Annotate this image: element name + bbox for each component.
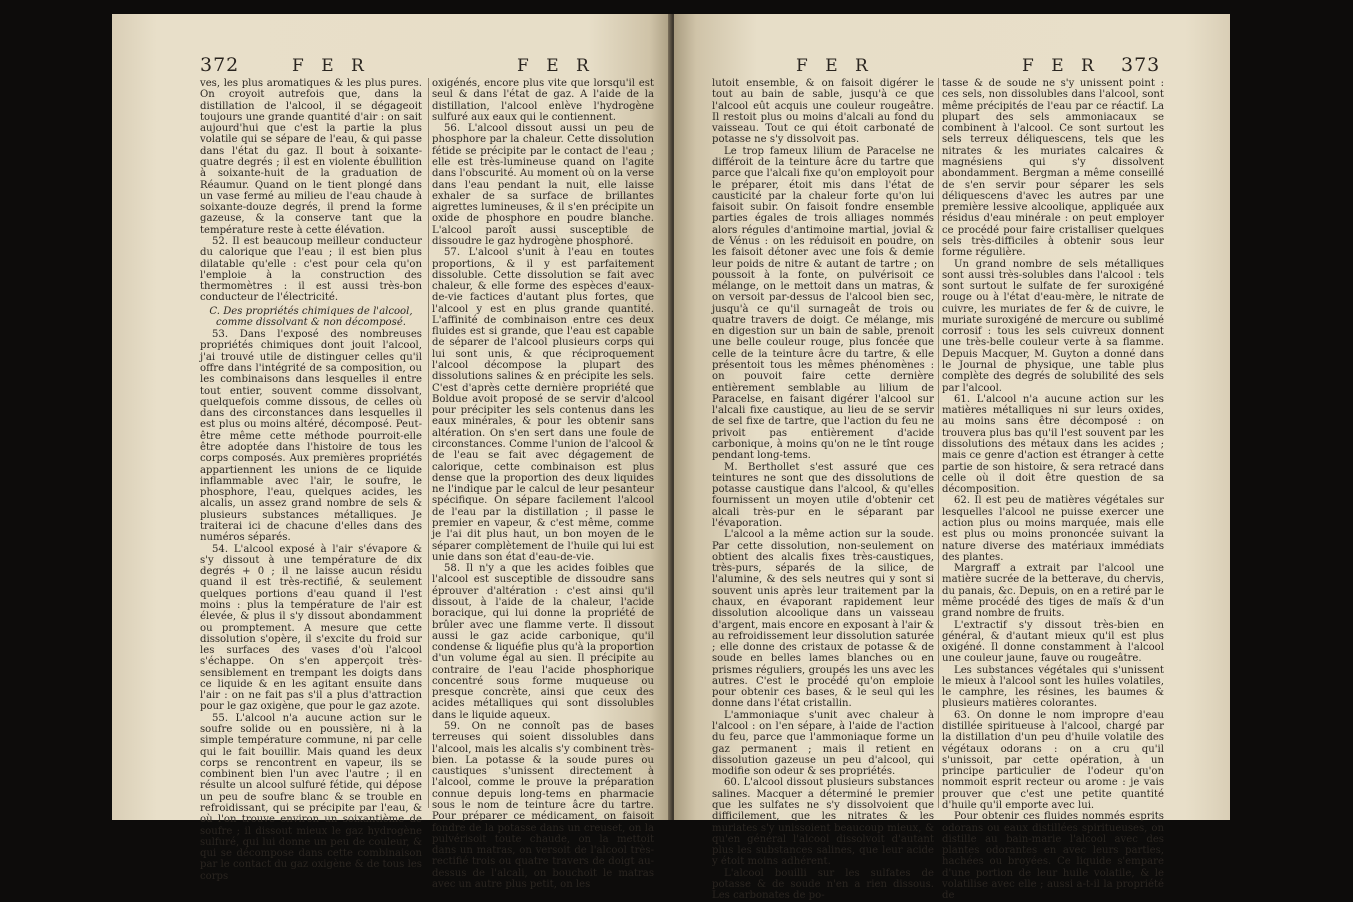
paragraph: 62. Il est peu de matières végétales sur lesquelles l'alcool ne puisse exercer une action plus ou moins marquée, mais elle est plus ou moins prononcée suivant la nature diverse des matériaux immédiats des plantes. bbox=[942, 495, 1164, 563]
paragraph: oxigénés, encore plus vite que lorsqu'il est seul & dans l'état de gaz. A l'aide de la distillation, l'alcool enlève l'hydrogène sulfuré aux eaux qui le contiennent. bbox=[432, 78, 654, 123]
page-number: 372 bbox=[200, 54, 240, 76]
paragraph: 57. L'alcool s'unit à l'eau en toutes proportions, & il y est parfaitement dissoluble. Cette dissolution se fait avec chaleur, & elle forme des espèces d'eaux-de-vie factices d'autant plus fortes, que l'alcool y est en plus grande quantité. L'affinité de combinaison entre ces deux fluides est si grande, que l'eau est capable de séparer de l'alcool plusieurs corps qui lui sont unis, & que réciproquement l'alcool décompose la plupart des dissolutions salines & en précipite les sels. C'est d'après cette dernière propriété que Boldue avoit proposé de se servir d'alcool pour précipiter les sels contenus dans les eaux minérales, & pour les obtenir sans altération. On s'en sert dans une foule de circonstances. Comme l'union de l'alcool & de l'eau se fait avec dégagement de calorique, cette combinaison est plus dense que la proportion des deux liquides ne l'indique par le calcul de leur pesanteur spécifique. On sépare facilement l'alcool de l'eau par la distillation ; il passe le premier en vapeur, & c'est même, comme je l'ai dit plus haut, un bon moyen de le séparer complètement de l'huile qui lui est unie dans son état d'eau-de-vie. bbox=[432, 247, 654, 563]
paragraph: 60. L'alcool dissout plusieurs substances salines. Macquer a déterminé le premier que les sulfates ne s'y dissolvoient que difficilement, que les nitrates & les muriates s'y unissoient beaucoup mieux, & qu'en général l'alcool dissolvoit d'autant plus les substances salines, que leur acide y étoit moins adhérent. bbox=[712, 777, 934, 868]
text-column bbox=[712, 78, 934, 902]
paragraph: 55. L'alcool n'a aucune action sur le soufre solide ou en poussière, ni à la simple température commune, ni par celle qui le fait bouillir. Mais quand les deux corps se rencontrent en vapeur, ils se combinent bien l'un avec l'autre ; il en résulte un alcool sulfuré fétide, qui dépose un peu de soufre blanc & se trouble en refroidissant, qui se précipite par l'eau, & où l'on trouve environ un soixantième de soufre ; il dissout mieux le gaz hydrogène sulfuré, qui lui donne un peu de couleur, & qui se décompose dans cette combinaison par le contact du gaz oxigène & de tous les corps bbox=[200, 712, 422, 882]
text-column bbox=[942, 78, 1164, 902]
page-number: 373 bbox=[1121, 54, 1161, 76]
text-column bbox=[432, 78, 654, 890]
text-column bbox=[200, 78, 422, 882]
paragraph: L'extractif s'y dissout très-bien en général, & d'autant mieux qu'il est plus oxigéné. Il donne constamment à l'alcool une couleur jaune, fauve ou rougeâtre. bbox=[942, 619, 1164, 665]
paragraph: 52. Il est beaucoup meilleur conducteur du calorique que l'eau ; il est bien plus dilatable qu'elle : c'est pour cela qu'on l'emploie à la construction des thermomètres : il est aussi très-bon conducteur de l'électricité. bbox=[200, 235, 422, 304]
paragraph: Margraff a extrait par l'alcool une matière sucrée de la betterave, du chervis, du panais, &c. Depuis, on en a retiré par le même procédé des tiges de maïs & d'un grand nombre de fruits. bbox=[942, 563, 1164, 620]
column-rule bbox=[428, 78, 429, 808]
paragraph: Les substances végétales qui s'unissent le mieux à l'alcool sont les huiles volatiles, le camphre, les résines, les baumes & plusieurs matières colorantes. bbox=[942, 664, 1164, 710]
paragraph: Le trop fameux lilium de Paracelse ne différoit de la teinture âcre du tartre que parce que l'alcali fixe qu'on employoit pour le préparer, étoit mis dans l'état de causticité par la chaleur forte qu'on lui faisoit subir. On faisoit fondre ensemble parties égales de trois alliages nommés alors régules d'antimoine martial, jovial & de Vénus : on les réduisoit en poudre, on les faisoit détoner avec une fois & demie leur poids de nitre & autant de tartre ; on poussoit à la fonte, on pulvérisoit ce mélange, on le mettoit dans un matras, & on versoit par-dessus de l'alcool bien sec, jusqu'à ce qu'il surnageât de trois ou quatre travers de doigt. Ce mélange, mis en digestion sur un bain de sable, prenoit une belle couleur rouge, plus foncée que celle de la teinture âcre du tartre, & elle présentoit tous les mêmes phénomènes : on pouvoit faire cette dernière entièrement semblable au lilium de Paracelse, en faisant digérer l'alcool sur l'alcali fixe caustique, au lieu de se servir de sel fixe de tartre, que l'action du feu ne privoit pas entièrement d'acide carbonique, à moins qu'on ne le tînt rouge pendant long-tems. bbox=[712, 145, 934, 462]
left-page bbox=[112, 14, 672, 890]
paragraph: 56. L'alcool dissout aussi un peu de phosphore par la chaleur. Cette dissolution fétide se précipite par le contact de l'eau ; elle est très-lumineuse quand on l'agite dans l'obscurité. Au moment où on la verse dans l'eau pendant la nuit, elle laisse exhaler de sa surface de brillantes aigrettes lumineuses, & il s'en précipite un oxide de phosphore en poudre blanche. L'alcool paroît aussi susceptible de dissoudre le gaz hydrogène phosphoré. bbox=[432, 123, 654, 247]
paragraph: 63. On donne le nom impropre d'eau distillée spiritueuse à l'alcool, chargé par la distillation d'un peu d'huile volatile des végétaux odorans : on a cru qu'il s'unissoit, par cette opération, à un principe particulier de l'odeur qu'on nommoit esprit recteur ou arome : je vais prouver que c'est une petite quantité d'huile qu'il emporte avec lui. bbox=[942, 709, 1164, 811]
paragraph: 53. Dans l'exposé des nombreuses propriétés chimiques dont jouit l'alcool, j'ai trouvé utile de distinguer celles qu'il offre dans l'intégrité de sa composition, ou les combinaisons dans lesquelles il entre tout entier, souvent comme dissolvant, quelquefois comme dissous, de celles où dans des circonstances dans lesquelles il est plus ou moins altéré, décomposé. Peut-être même cette méthode pourroit-elle être adoptée dans l'histoire de tous les corps composés. Aux premières propriétés appartiennent les unions de ce liquide inflammable avec l'air, le soufre, le phosphore, l'eau, quelques acides, les alcalis, un assez grand nombre de sels & plusieurs substances métalliques. Je traiterai ici de chacune d'elles dans des numéros séparés. bbox=[200, 329, 422, 544]
paragraph: Un grand nombre de sels métalliques sont aussi très-solubles dans l'alcool : tels sont surtout le sulfate de fer suroxigéné rouge ou à l'état d'eau-mère, le nitrate de cuivre, les muriates de fer & de cuivre, le muriate suroxigéné de mercure ou sublimé corrosif : tous les sels cuivreux donnent une très-belle couleur verte à sa flamme. Depuis Macquer, M. Guyton a donné dans le Journal de physique, une table plus complète des degrés de solubilité des sels par l'alcool. bbox=[942, 258, 1164, 394]
column-rule bbox=[938, 78, 939, 808]
paragraph: L'alcool bouilli sur les sulfates de potasse & de soude n'en a rien dissous. Les carbonates de po- bbox=[712, 867, 934, 902]
paragraph: L'alcool a la même action sur la soude. Par cette dissolution, non-seulement on obtient des alcalis fixes très-caustiques, très-purs, séparés de la silice, de l'alumine, & des sels neutres qui y sont si souvent unis après leur traitement par la chaux, en évaporant rapidement leur dissolution alcoolique dans un vaisseau d'argent, mais encore en exposant à l'air & au refroidissement leur dissolution saturée ; elle donne des cristaux de potasse & de soude en belles lames blanches ou en prismes réguliers, groupés les uns avec les autres. C'est le procédé qu'on emploie pour obtenir ces bases, & le seul qui les donne dans l'état cristallin. bbox=[712, 529, 934, 710]
running-head: F E R bbox=[517, 56, 595, 76]
paragraph: tasse & de soude ne s'y unissent point : ces sels, non dissolubles dans l'alcool, sont même précipités de l'eau par ce réactif. La plupart des sels ammoniacaux se combinent à l'alcool. Ce sont surtout les sels terreux déliquescens, tels que les nitrates & les muriates calcaires & magnésiens qui s'y dissolvent abondamment. Bergman a même conseillé de s'en servir pour séparer les sels déliquescens d'avec les autres par une première lessive alcoolique, appliquée aux résidus d'eau minérale : on peut employer ce procédé pour faire cristalliser quelques sels très-difficiles à obtenir sous leur forme régulière. bbox=[942, 78, 1164, 259]
section-heading: C. Des propriétés chimiques de l'alcool, comme dissolvant & non décomposé. bbox=[209, 305, 413, 328]
paragraph: 59. On ne connoît pas de bases terreuses qui soient dissolubles dans l'alcool, mais les alcalis s'y combinent très-bien. La potasse & la soude pures ou caustiques s'unissent directement à l'alcool, comme le prouve la préparation connue depuis long-tems en pharmacie sous le nom de teinture âcre du tartre. Pour préparer ce médicament, on faisoit fondre de la potasse dans un creuset, on la pulvérisoit toute chaude, on la mettoit dans un matras, on versoit de l'alcool très-rectifié trois ou quatre travers de doigt au-dessus de l'alcali, on bouchoit le matras avec un autre plus petit, on les bbox=[432, 721, 654, 890]
paragraph: Pour obtenir ces fluides nommés esprits odorans ou eaux distillées spiritueuses, on distille au bain-marie l'alcool avec des plantes odorantes en avec leurs parties, hachées ou broyées. Ce liquide s'empare d'une portion de leur huile volatile, & le volatilise avec elle ; aussi a-t-il la propriété de bbox=[942, 811, 1164, 902]
paragraph: M. Berthollet s'est assuré que ces teintures ne sont que des dissolutions de potasse caustique dans l'alcool, & qu'elles fournissent un moyen utile d'obtenir cet alcali très-pur en le séparant par l'évaporation. bbox=[712, 461, 934, 529]
paragraph: ves, les plus aromatiques & les plus pures. On croyoit autrefois que, dans la distillation de l'alcool, il se dégageoit toujours une grande quantité d'air : on sait aujourd'hui que c'est la partie la plus volatile qui se sépare de l'eau, & qui passe dans l'état du gaz. Il bout à soixante-quatre degrés ; il est en violente ébullition à soixante-huit de la graduation de Réaumur. Quand on le tient plongé dans un vase fermé au milieu de l'eau chaude à soixante-douze degrés, il prend la forme gazeuse, & la conserve tant que la température reste à cette élévation. bbox=[200, 78, 422, 236]
paragraph: 54. L'alcool exposé à l'air s'évapore & s'y dissout à une température de dix degrés + 0 ; il ne laisse aucun résidu quand il est très-rectifié, & seulement quelques portions d'eau quand il l'est moins : plus la température de l'air est élevée, & plus il s'y dissout abondamment ou promptement. A mesure que cette dissolution s'opère, il s'excite du froid sur les surfaces des vases d'où l'alcool s'échappe. On s'en apperçoit très-sensiblement en trempant les doigts dans ce liquide & en les agitant ensuite dans l'air : on ne fait pas s'il a plus d'attraction pour le gaz oxigène, que pour le gaz azote. bbox=[200, 543, 422, 713]
book-spread bbox=[112, 14, 1230, 902]
running-head: F E R bbox=[1022, 56, 1100, 76]
paragraph: L'ammoniaque s'unit avec chaleur à l'alcool : on l'en sépare, à l'aide de l'action du feu, parce que l'ammoniaque forme un gaz permanent ; mais il retient en dissolution gazeuse un peu d'alcool, qui modifie son odeur & ses propriétés. bbox=[712, 709, 934, 778]
paragraph: 58. Il n'y a que les acides foibles que l'alcool est susceptible de dissoudre sans éprouver d'altération : c'est ainsi qu'il dissout, à l'aide de la chaleur, l'acide boracique, qui lui donne la propriété de brûler avec une flamme verte. Il dissout aussi le gaz acide carbonique, qu'il condense & liquéfie plus qu'à la proportion d'un volume égal au sien. Il précipite au contraire de l'eau l'acide phosphorique concentré sous forme muqueuse ou presque concrète, ainsi que ceux des acides métalliques qui sont dissolubles dans le liquide aqueux. bbox=[432, 563, 654, 721]
paragraph: lutoit ensemble, & on faisoit digérer le tout au bain de sable, jusqu'à ce que l'alcool eût acquis une couleur rougeâtre. Il restoit plus ou moins d'alcali au fond du vaisseau. Tout ce qui étoit carbonaté de potasse ne s'y dissolvoit pas. bbox=[712, 78, 934, 146]
right-page bbox=[674, 14, 1230, 902]
running-head: F E R bbox=[796, 56, 874, 76]
running-head: F E R bbox=[292, 56, 370, 76]
paragraph: 61. L'alcool n'a aucune action sur les matières métalliques ni sur leurs oxides, au moins sans être décomposé : on trouvera plus bas qu'il l'est souvent par les dissolutions des métaux dans les acides ; mais ce genre d'action est étranger à cette partie de son histoire, & sera retracé dans celle où il doit être question de sa décomposition. bbox=[942, 393, 1164, 496]
